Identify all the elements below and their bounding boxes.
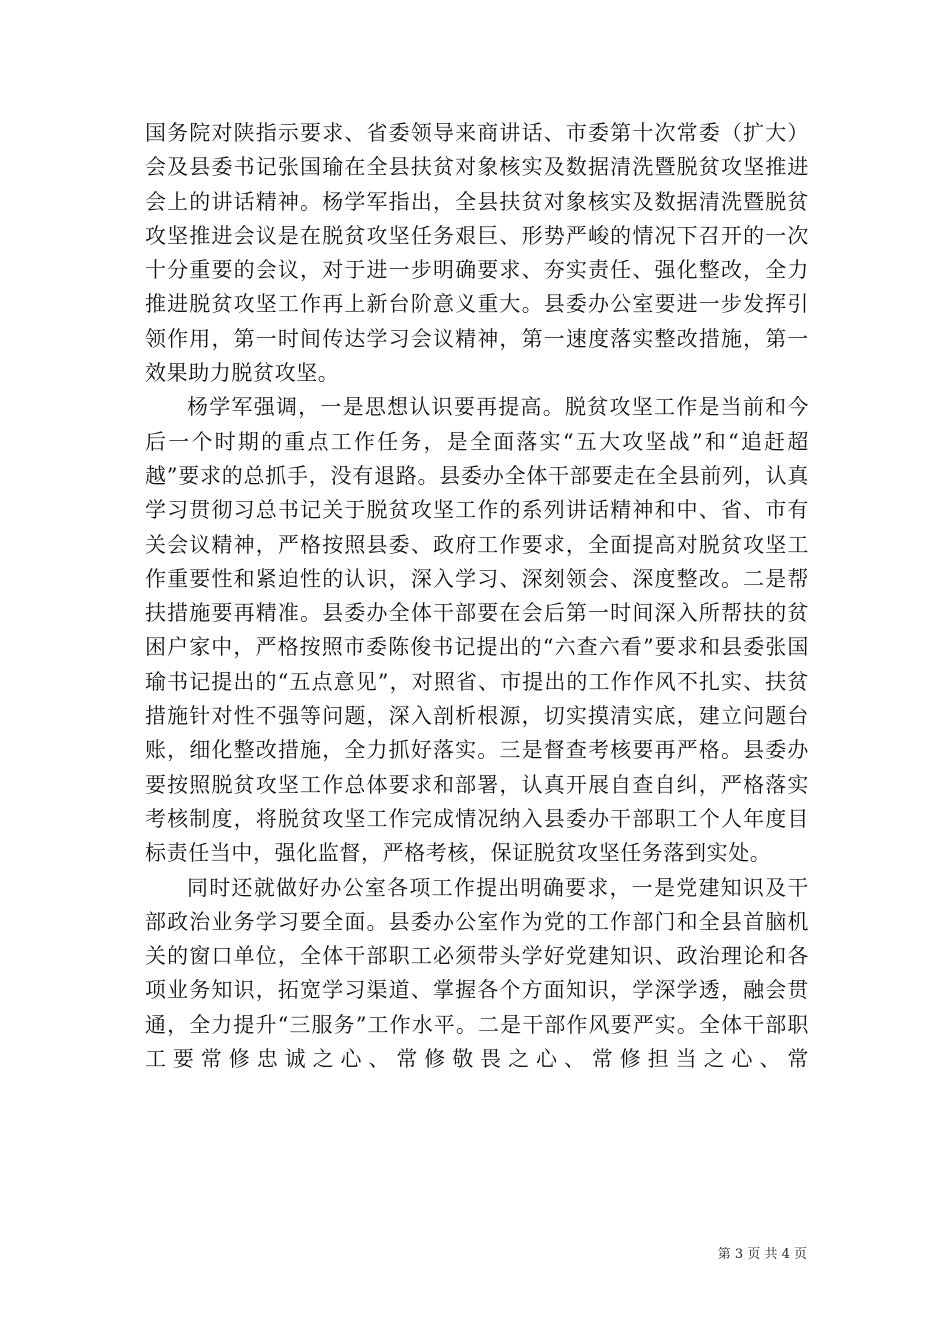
paragraph-3: 同时还就做好办公室各项工作提出明确要求，一是党建知识及干部政治业务学习要全面。县委办公室作为党的工作部门和全县首脑机关的窗口单位，全体干部职工必须带头学好党建知识、政治理论和各项业务知识，拓宽学习渠道、掌握各个方面知识，学深学透，融会贯通，全力提升“三服务”工作水平。二是干部作风要严实。全体干部职工要常修忠诚之心、常修敬畏之心、常修担当之心、常 <box>145 875 809 1072</box>
document-body <box>145 116 809 1076</box>
page-number-footer: 第 3 页 共 4 页 <box>717 1247 807 1262</box>
paragraph-2: 杨学军强调，一是思想认识要再提高。脱贫攻坚工作是当前和今后一个时期的重点工作任务，是全面落实“五大攻坚战”和“追赶超越”要求的总抓手，没有退路。县委办全体干部要走在全县前列，认真学习贯彻习总书记关于脱贫攻坚工作的系列讲话精神和中、省、市有关会议精神，严格按照县委、政府工作要求，全面提高对脱贫攻坚工作重要性和紧迫性的认识，深入学习、深刻领会、深度整改。二是帮扶措施要再精准。县委办全体干部要在会后第一时间深入所帮扶的贫困户家中，严格按照市委陈俊书记提出的“六查六看”要求和县委张国瑜书记提出的“五点意见”，对照省、市提出的工作作风不扎实、扶贫措施针对性不强等问题，深入剖析根源，切实摸清实底，建立问题台账，细化整改措施，全力抓好落实。三是督查考核要再严格。县委办要按照脱贫攻坚工作总体要求和部署，认真开展自查自纠，严格落实考核制度，将脱贫攻坚工作完成情况纳入县委办干部职工个人年度目标责任当中，强化监督，严格考核，保证脱贫攻坚任务落到实处。 <box>145 395 809 866</box>
paragraph-1: 国务院对陕指示要求、省委领导来商讲话、市委第十次常委（扩大）会及县委书记张国瑜在全县扶贫对象核实及数据清洗暨脱贫攻坚推进会上的讲话精神。杨学军指出，全县扶贫对象核实及数据清洗暨脱贫攻坚推进会议是在脱贫攻坚任务艰巨、形势严峻的情况下召开的一次十分重要的会议，对于进一步明确要求、夯实责任、强化整改，全力推进脱贫攻坚工作再上新台阶意义重大。县委办公室要进一步发挥引领作用，第一时间传达学习会议精神，第一速度落实整改措施，第一效果助力脱贫攻坚。 <box>145 121 809 386</box>
